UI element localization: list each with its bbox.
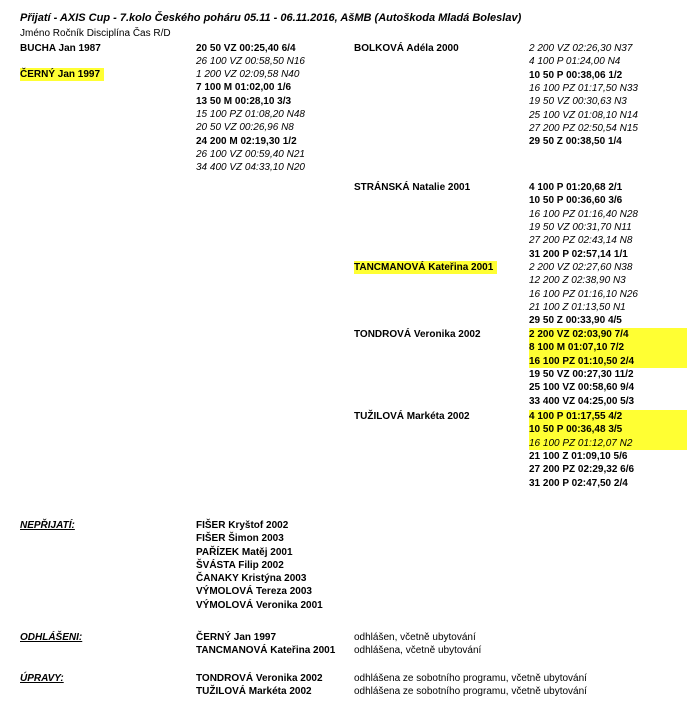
event-row: 4 100 P 01:17,55 4/2 bbox=[529, 410, 687, 423]
event-row: 20 50 VZ 00:26,96 N8 bbox=[196, 122, 294, 134]
event-row: 33 400 VZ 04:25,00 5/3 bbox=[529, 395, 635, 407]
event-row: 12 200 Z 02:38,90 N3 bbox=[529, 275, 626, 287]
status-note: odhlášena ze sobotního programu, včetně ubytování bbox=[354, 673, 587, 684]
swimmer-name: TONDROVÁ Veronika 2002 bbox=[354, 329, 481, 340]
not-accepted-name: VÝMOLOVÁ Tereza 2003 bbox=[196, 586, 312, 598]
event-row: 19 50 VZ 00:30,63 N3 bbox=[529, 96, 627, 108]
event-row: 25 100 VZ 00:58,60 9/4 bbox=[529, 382, 635, 394]
withdrawn-label: ODHLÁŠENI: bbox=[20, 632, 83, 643]
event-row: 19 50 VZ 00:27,30 11/2 bbox=[529, 368, 634, 380]
swimmer-name: ČERNÝ Jan 1997 bbox=[20, 68, 104, 81]
not-accepted-list bbox=[196, 519, 323, 612]
not-accepted-name: PAŘÍZEK Matěj 2001 bbox=[196, 546, 293, 558]
event-row: 10 50 P 00:36,48 3/5 bbox=[529, 423, 687, 436]
status-note: odhlášena ze sobotního programu, včetně ubytování bbox=[354, 686, 587, 698]
event-row: 16 100 PZ 01:16,40 N28 bbox=[529, 208, 638, 220]
status-note: odhlášen, včetně ubytování bbox=[354, 632, 476, 643]
swimmer-name: TANCMANOVÁ Kateřina 2001 bbox=[354, 261, 497, 274]
swimmer-name: BUCHA Jan 1987 bbox=[20, 43, 101, 54]
event-row: 16 100 PZ 01:16,10 N26 bbox=[529, 288, 638, 300]
event-row: 15 100 PZ 01:08,20 N48 bbox=[196, 108, 305, 120]
event-row: 16 100 PZ 01:17,50 N33 bbox=[529, 82, 638, 94]
event-row: 19 50 VZ 00:31,70 N11 bbox=[529, 221, 632, 233]
not-accepted-name: VÝMOLOVÁ Veronika 2001 bbox=[196, 599, 323, 611]
not-accepted-name: FIŠER Kryštof 2002 bbox=[196, 520, 289, 531]
event-row: 13 50 M 00:28,10 3/3 bbox=[196, 95, 292, 107]
not-accepted-name: FIŠER Šimon 2003 bbox=[196, 533, 284, 545]
event-row: 10 50 P 00:38,06 1/2 bbox=[529, 69, 623, 81]
swimmer-name: STRÁNSKÁ Natalie 2001 bbox=[354, 182, 471, 193]
event-row: 29 50 Z 00:33,90 4/5 bbox=[529, 315, 622, 327]
event-row: 21 100 Z 01:13,50 N1 bbox=[529, 301, 626, 313]
event-row: 25 100 VZ 01:08,10 N14 bbox=[529, 109, 638, 121]
document-title: Přijatí - AXIS Cup - 7.kolo Českého poháru 05.11 - 06.11.2016, AšMB (Autoškoda Mladá Boleslav) bbox=[20, 12, 522, 24]
event-row: 21 100 Z 01:09,10 5/6 bbox=[529, 450, 628, 462]
swimmer-name: TUŽILOVÁ Markéta 2002 bbox=[354, 411, 470, 422]
event-row: 1 200 VZ 02:09,58 N40 bbox=[196, 69, 300, 80]
event-row: 26 100 VZ 00:59,40 N21 bbox=[196, 148, 305, 160]
event-row: 34 400 VZ 04:33,10 N20 bbox=[196, 162, 305, 174]
event-row: 31 200 P 02:47,50 2/4 bbox=[529, 477, 628, 489]
column-header: Jméno Ročník Disciplína Čas R/D bbox=[20, 28, 171, 39]
status-name: TUŽILOVÁ Markéta 2002 bbox=[196, 686, 312, 698]
event-row: 16 100 PZ 01:10,50 2/4 bbox=[529, 355, 687, 368]
swimmer-name: BOLKOVÁ Adéla 2000 bbox=[354, 43, 459, 54]
event-row: 8 100 M 01:07,10 7/2 bbox=[529, 341, 687, 354]
event-row: 31 200 P 02:57,14 1/1 bbox=[529, 248, 628, 260]
status-name: TANCMANOVÁ Kateřina 2001 bbox=[196, 645, 336, 657]
event-row: 27 200 PZ 02:29,32 6/6 bbox=[529, 464, 635, 476]
not-accepted-label: NEPŘIJATÍ: bbox=[20, 520, 75, 531]
event-row: 2 200 VZ 02:27,60 N38 bbox=[529, 262, 633, 273]
not-accepted-name: ČANAKY Kristýna 2003 bbox=[196, 573, 307, 585]
status-name: ČERNÝ Jan 1997 bbox=[196, 632, 277, 643]
changes-label: ÚPRAVY: bbox=[20, 673, 64, 684]
not-accepted-name: ŠVÁSTA Filip 2002 bbox=[196, 559, 284, 571]
event-row: 20 50 VZ 00:25,40 6/4 bbox=[196, 43, 296, 54]
event-row: 29 50 Z 00:38,50 1/4 bbox=[529, 136, 622, 148]
status-name: TONDROVÁ Veronika 2002 bbox=[196, 673, 323, 684]
event-row: 7 100 M 01:02,00 1/6 bbox=[196, 82, 292, 94]
event-row: 24 200 M 02:19,30 1/2 bbox=[196, 135, 297, 147]
status-note: odhlášena, včetně ubytování bbox=[354, 645, 482, 657]
event-row: 4 100 P 01:24,00 N4 bbox=[529, 56, 621, 68]
event-row: 16 100 PZ 01:12,07 N2 bbox=[529, 437, 687, 450]
event-row: 26 100 VZ 00:58,50 N16 bbox=[196, 56, 305, 68]
event-row: 4 100 P 01:20,68 2/1 bbox=[529, 182, 623, 193]
event-row: 27 200 PZ 02:50,54 N15 bbox=[529, 122, 638, 134]
event-row: 2 200 VZ 02:03,90 7/4 bbox=[529, 328, 687, 341]
event-row: 10 50 P 00:36,60 3/6 bbox=[529, 195, 623, 207]
event-row: 27 200 PZ 02:43,14 N8 bbox=[529, 235, 633, 247]
event-row: 2 200 VZ 02:26,30 N37 bbox=[529, 43, 633, 54]
